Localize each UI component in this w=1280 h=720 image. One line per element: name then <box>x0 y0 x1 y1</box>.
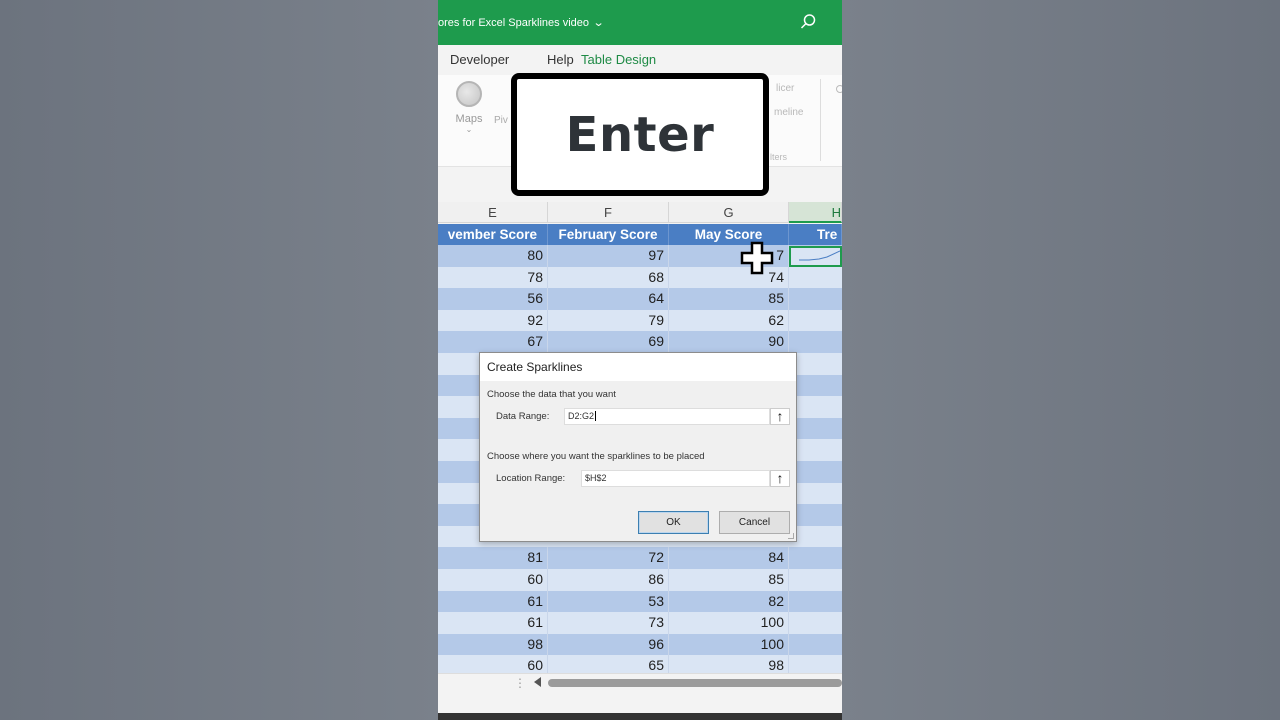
cell[interactable]: 65 <box>548 655 669 677</box>
collapse-dialog-icon[interactable]: ↑ <box>770 408 790 425</box>
cell[interactable]: 74 <box>669 267 789 289</box>
background-right <box>842 0 1280 720</box>
cell[interactable]: 97 <box>548 245 669 267</box>
cell[interactable]: 53 <box>548 591 669 613</box>
location-range-label: Location Range: <box>496 473 566 484</box>
header-february-score[interactable]: February Score <box>548 224 669 245</box>
cell[interactable]: 98 <box>669 655 789 677</box>
timeline-label[interactable]: meline <box>774 107 804 118</box>
data-range-label: Data Range: <box>496 411 550 422</box>
status-bar <box>438 693 842 720</box>
scrollbar-thumb[interactable] <box>548 679 842 687</box>
table-row <box>438 591 842 613</box>
table-header-row <box>438 224 842 245</box>
cell[interactable]: 86 <box>548 569 669 591</box>
chevron-down-icon: ⌄ <box>465 125 473 134</box>
cell[interactable]: 96 <box>548 634 669 656</box>
table-row <box>438 310 842 332</box>
tab-table-design[interactable]: Table Design <box>581 52 657 67</box>
cell[interactable]: 69 <box>548 331 669 353</box>
globe-icon <box>456 81 482 107</box>
column-header-h[interactable]: H <box>789 202 842 223</box>
cell[interactable]: 85 <box>669 569 789 591</box>
chevron-down-icon: ⌄ <box>592 17 605 29</box>
cell[interactable]: 98 <box>438 634 548 656</box>
column-header-f[interactable]: F <box>548 202 669 223</box>
cell[interactable]: 79 <box>548 310 669 332</box>
choose-location-label: Choose where you want the sparklines to be placed <box>487 451 705 462</box>
excel-window <box>438 0 842 720</box>
dialog-title: Create Sparklines <box>480 353 796 381</box>
maps-label: Maps <box>455 113 483 125</box>
ribbon-divider <box>820 79 821 161</box>
cell[interactable]: 100 <box>669 634 789 656</box>
cell[interactable]: 82 <box>669 591 789 613</box>
scroll-left-icon[interactable] <box>534 677 541 687</box>
header-november-score[interactable]: vember Score <box>438 224 548 245</box>
sheet-splitter[interactable]: ⋮ <box>514 676 526 690</box>
cell[interactable]: 92 <box>438 310 548 332</box>
ribbon-tabs <box>438 45 842 75</box>
table-row <box>438 569 842 591</box>
enter-key-text: Enter <box>565 106 715 163</box>
table-row <box>438 547 842 569</box>
cell[interactable]: 67 <box>438 331 548 353</box>
cell[interactable]: 85 <box>669 288 789 310</box>
cross-cursor-icon <box>740 241 774 275</box>
create-sparklines-dialog <box>479 352 797 542</box>
cell[interactable]: 90 <box>669 331 789 353</box>
cell[interactable]: 80 <box>438 245 548 267</box>
data-range-input[interactable] <box>564 408 770 425</box>
maps-button[interactable] <box>452 81 486 134</box>
horizontal-scrollbar[interactable] <box>438 673 842 693</box>
cell[interactable]: 7 <box>669 245 789 267</box>
cell[interactable]: 60 <box>438 569 548 591</box>
tab-developer[interactable]: Developer <box>450 52 510 67</box>
title-bar <box>438 0 842 45</box>
enter-key-overlay <box>511 73 769 196</box>
header-may-score[interactable]: May Score <box>669 224 789 245</box>
resize-grip-icon[interactable] <box>788 533 794 539</box>
cell[interactable]: 81 <box>438 547 548 569</box>
column-headers <box>438 202 842 223</box>
table-row <box>438 634 842 656</box>
background-left <box>0 0 438 720</box>
taskbar-strip <box>438 713 842 720</box>
cell[interactable]: 61 <box>438 591 548 613</box>
cell[interactable]: 61 <box>438 612 548 634</box>
cell[interactable]: 64 <box>548 288 669 310</box>
cell[interactable]: 62 <box>669 310 789 332</box>
column-header-g[interactable]: G <box>669 202 789 223</box>
ok-button[interactable]: OK <box>638 511 709 534</box>
document-title[interactable] <box>438 16 603 29</box>
pivot-chart-label[interactable]: Piv <box>494 115 508 126</box>
filters-group-label: lters <box>770 152 788 162</box>
cell[interactable]: 84 <box>669 547 789 569</box>
column-header-e[interactable]: E <box>438 202 548 223</box>
cell[interactable]: 100 <box>669 612 789 634</box>
cell[interactable]: 68 <box>548 267 669 289</box>
slicer-label[interactable]: licer <box>776 83 795 94</box>
collapse-dialog-icon[interactable]: ↑ <box>770 470 790 487</box>
table-row <box>438 331 842 353</box>
selected-sparkline-cell[interactable] <box>789 246 842 267</box>
cell[interactable]: 78 <box>438 267 548 289</box>
choose-data-label: Choose the data that you want <box>487 389 616 400</box>
text-caret <box>595 411 596 421</box>
location-range-input[interactable]: $H$2 <box>581 470 770 487</box>
cell[interactable]: 73 <box>548 612 669 634</box>
table-row <box>438 288 842 310</box>
header-trend[interactable]: Tre <box>789 224 842 245</box>
table-row <box>438 245 842 267</box>
document-title-text: ores for Excel Sparklines video <box>438 17 590 29</box>
table-row <box>438 612 842 634</box>
data-range-value: D2:G2 <box>568 411 595 421</box>
cancel-button[interactable]: Cancel <box>719 511 790 534</box>
sparkline-preview <box>791 248 840 265</box>
table-row <box>438 267 842 289</box>
tab-help[interactable]: Help <box>547 52 574 67</box>
cell[interactable]: 56 <box>438 288 548 310</box>
ribbon-icon-partial <box>836 85 842 93</box>
search-icon[interactable] <box>798 12 818 32</box>
cell[interactable]: 60 <box>438 655 548 677</box>
cell[interactable]: 72 <box>548 547 669 569</box>
